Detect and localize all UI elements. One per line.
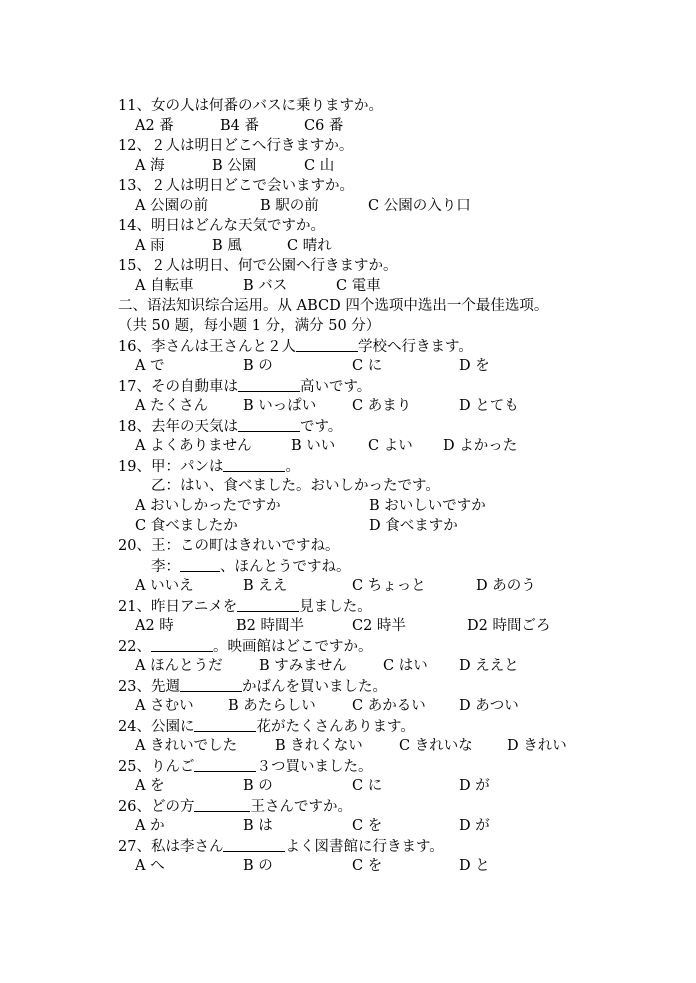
section-note: （共 50 题，每小题 1 分，满分 50 分） — [118, 318, 381, 334]
question-18: 18、去年の天気は です。 — [118, 416, 342, 436]
q27-option-d: D と — [459, 858, 490, 874]
q11-option-a: A2 番 — [135, 118, 174, 134]
q12-option-b: B 公園 — [212, 158, 257, 174]
q26-option-d: D が — [459, 818, 490, 834]
q23-option-b: B あたらしい — [228, 698, 316, 714]
q14-option-a: A 雨 — [135, 238, 165, 254]
q21-option-d: D2 時間ごろ — [467, 618, 551, 634]
q17-option-b: B いっぱい — [243, 398, 317, 414]
q16-option-d: D を — [459, 358, 490, 374]
q26-option-a: A か — [135, 818, 165, 834]
answer-blank — [180, 676, 242, 692]
q19-option-b: B おいしいですか — [369, 498, 486, 514]
question-20: 20、王：この町はきれいですね。 — [118, 538, 340, 554]
q20-option-d: D あのう — [476, 578, 536, 594]
q21-option-c: C2 時半 — [352, 618, 406, 634]
question-26: 26、どの方 王さんですか。 — [118, 796, 352, 816]
q18-option-b: B いい — [291, 438, 336, 454]
q21-option-b: B2 時間半 — [236, 618, 304, 634]
q16-option-c: C に — [352, 358, 383, 374]
q12-option-a: A 海 — [135, 158, 165, 174]
answer-blank — [237, 596, 299, 612]
q15-option-c: C 電車 — [336, 278, 381, 294]
q11-option-b: B4 番 — [220, 118, 259, 134]
answer-blank — [151, 636, 213, 652]
question-15: 15、２人は明日、何で公園へ行きますか。 — [118, 258, 398, 274]
q25-option-b: B の — [243, 778, 273, 794]
answer-blank — [194, 716, 256, 732]
q25-option-d: D が — [459, 778, 490, 794]
q24-option-d: D きれい — [507, 738, 567, 754]
q22-option-a: A ほんとうだ — [135, 658, 223, 674]
q11-option-c: C6 番 — [304, 118, 344, 134]
q26-option-c: C を — [352, 818, 383, 834]
question-23: 23、先週 かばんを買いました。 — [118, 676, 387, 696]
answer-blank — [194, 796, 250, 812]
q23-option-d: D あつい — [459, 698, 519, 714]
question-19: 19、甲：パンは 。 — [118, 456, 300, 476]
answer-blank — [194, 756, 256, 772]
q18-option-c: C よい — [368, 438, 413, 454]
q12-option-c: C 山 — [304, 158, 335, 174]
q20-option-c: C ちょっと — [352, 578, 426, 594]
q13-option-c: C 公園の入り口 — [368, 198, 471, 214]
answer-blank — [296, 336, 358, 352]
question-14: 14、明日はどんな天気ですか。 — [118, 218, 325, 234]
question-25: 25、りんご ３つ買いました。 — [118, 756, 372, 776]
q22-option-c: C はい — [383, 658, 428, 674]
q13-option-b: B 駅の前 — [260, 198, 319, 214]
q17-option-d: D とても — [459, 398, 519, 414]
question-12: 12、２人は明日どこへ行きますか。 — [118, 138, 354, 154]
section-heading: 二、语法知识综合运用。从 ABCD 四个选项中选出一个最佳选项。 — [118, 298, 549, 314]
q22-option-b: B すみません — [259, 658, 347, 674]
q25-option-a: A を — [135, 778, 165, 794]
q17-option-c: C あまり — [352, 398, 412, 414]
question-20-reply: 李： 、ほんとうですね。 — [151, 556, 351, 576]
q14-option-c: C 晴れ — [287, 238, 332, 254]
question-24: 24、公園に 花がたくさんあります。 — [118, 716, 415, 736]
q26-option-b: B は — [243, 818, 273, 834]
q16-option-b: B の — [243, 358, 273, 374]
q23-option-c: C あかるい — [352, 698, 426, 714]
q18-option-a: A よくありません — [135, 438, 252, 454]
q20-option-a: A いいえ — [135, 578, 194, 594]
q24-option-a: A きれいでした — [135, 738, 238, 754]
question-16: 16、李さんは王さんと２人 学校へ行きます。 — [118, 336, 473, 356]
q16-option-a: A で — [135, 358, 165, 374]
answer-blank — [238, 376, 300, 392]
q15-option-a: A 自転車 — [135, 278, 194, 294]
q20-option-b: B ええ — [243, 578, 288, 594]
q14-option-b: B 風 — [212, 238, 242, 254]
q18-option-d: D よかった — [443, 438, 518, 454]
q22-option-d: D ええと — [459, 658, 519, 674]
question-13: 13、２人は明日どこで会いますか。 — [118, 178, 354, 194]
question-11: 11、女の人は何番のバスに乗りますか。 — [118, 98, 383, 114]
q24-option-c: C きれいな — [399, 738, 473, 754]
question-21: 21、昨日アニメを 見ました。 — [118, 596, 372, 616]
q27-option-b: B の — [243, 858, 273, 874]
q19-option-d: D 食べますか — [369, 518, 458, 534]
answer-blank — [223, 456, 285, 472]
q13-option-a: A 公園の前 — [135, 198, 209, 214]
question-27: 27、私は李さん よく図書館に行きます。 — [118, 836, 444, 856]
question-22: 22、 。映画館はどこですか。 — [118, 636, 372, 656]
answer-blank — [238, 416, 300, 432]
q25-option-c: C に — [352, 778, 383, 794]
q24-option-b: B きれくない — [275, 738, 363, 754]
answer-blank — [223, 836, 285, 852]
q17-option-a: A たくさん — [135, 398, 209, 414]
answer-blank — [180, 556, 220, 572]
q27-option-a: A へ — [135, 858, 165, 874]
question-19-reply: 乙：はい、食べました。おいしかったです。 — [151, 478, 440, 494]
q19-option-a: A おいしかったですか — [135, 498, 281, 514]
q21-option-a: A2 時 — [135, 618, 174, 634]
q27-option-c: C を — [352, 858, 383, 874]
q15-option-b: B バス — [243, 278, 288, 294]
q23-option-a: A さむい — [135, 698, 194, 714]
q19-option-c: C 食べましたか — [135, 518, 238, 534]
question-17: 17、その自動車は 高いです。 — [118, 376, 371, 396]
